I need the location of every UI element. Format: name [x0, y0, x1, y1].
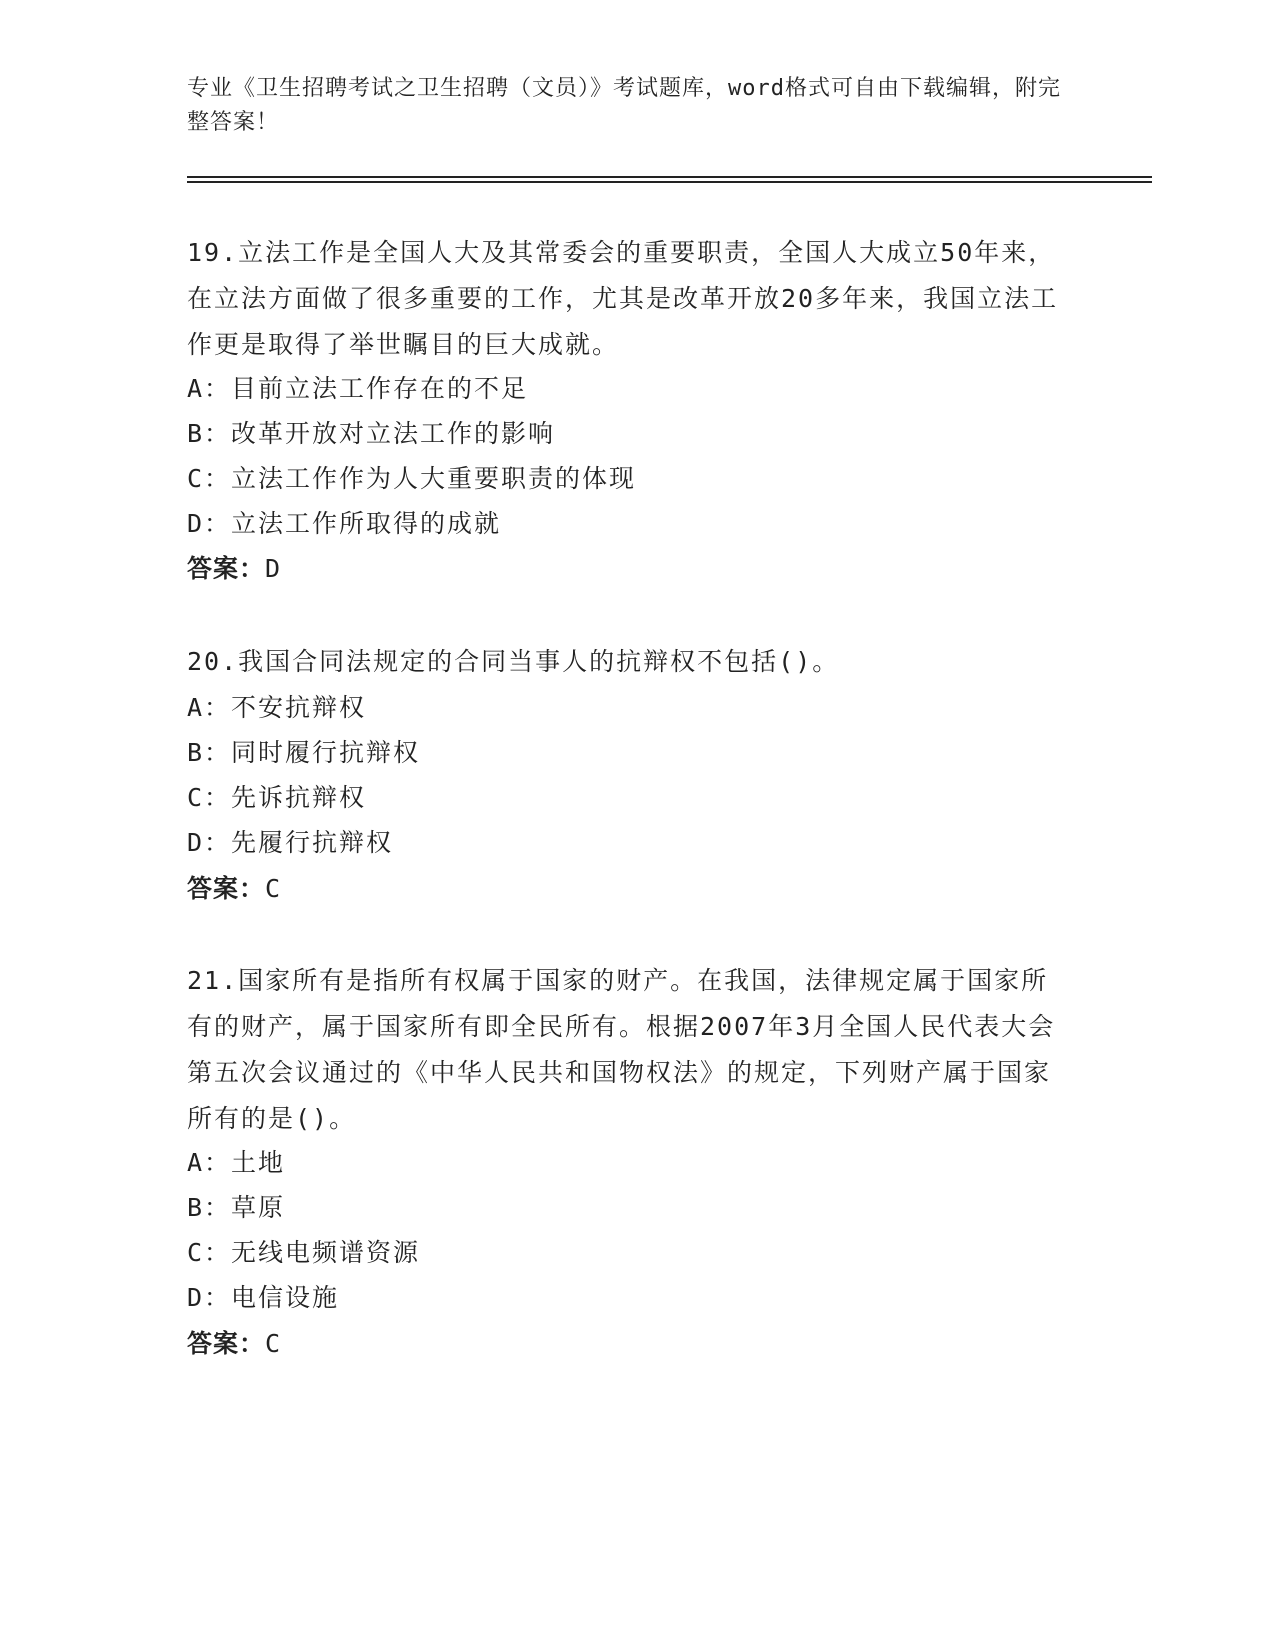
header-divider-top	[187, 176, 1152, 178]
question-20-stem: 20.我国合同法规定的合同当事人的抗辩权不包括()。	[187, 647, 840, 676]
answer-label: 答案：	[187, 1329, 266, 1358]
question-20-option-b: B：同时履行抗辩权	[187, 738, 421, 767]
question-21-option-b: B：草原	[187, 1193, 286, 1222]
question-21-answer	[187, 1321, 281, 1367]
question-20-option-d: D：先履行抗辩权	[187, 828, 394, 857]
question-21-option-c: C：无线电频谱资源	[187, 1238, 421, 1267]
question-19-answer	[187, 546, 281, 592]
answer-label: 答案：	[187, 874, 266, 903]
question-20-answer	[187, 866, 281, 912]
question-19-option-b: B：改革开放对立法工作的影响	[187, 419, 556, 448]
header-divider-bottom	[187, 181, 1152, 183]
answer-value: C	[265, 874, 282, 903]
question-19-stem: 19.立法工作是全国人大及其常委会的重要职责，全国人大成立50年来，在立法方面做了很多重要的工作，尤其是改革开放20多年来，我国立法工作更是取得了举世瞩目的巨大成就。	[187, 238, 1059, 359]
question-21-option-a: A：土地	[187, 1148, 286, 1177]
answer-value: D	[265, 554, 282, 583]
question-21-stem: 21.国家所有是指所有权属于国家的财产。在我国，法律规定属于国家所有的财产，属于国家所有即全民所有。根据2007年3月全国人民代表大会第五次会议通过的《中华人民共和国物权法》的规定，下列财产属于国家所有的是()。	[187, 966, 1056, 1133]
question-21-option-d: D：电信设施	[187, 1283, 340, 1312]
question-19-option-d: D：立法工作所取得的成就	[187, 509, 502, 538]
answer-value: C	[265, 1329, 282, 1358]
answer-label: 答案：	[187, 554, 266, 583]
document-header: 专业《卫生招聘考试之卫生招聘（文员）》考试题库，word格式可自由下载编辑，附完整答案！	[187, 76, 1061, 135]
question-19-option-a: A：目前立法工作存在的不足	[187, 374, 529, 403]
question-20-option-c: C：先诉抗辩权	[187, 783, 367, 812]
question-20-option-a: A：不安抗辩权	[187, 693, 367, 722]
question-19-option-c: C：立法工作作为人大重要职责的体现	[187, 464, 637, 493]
